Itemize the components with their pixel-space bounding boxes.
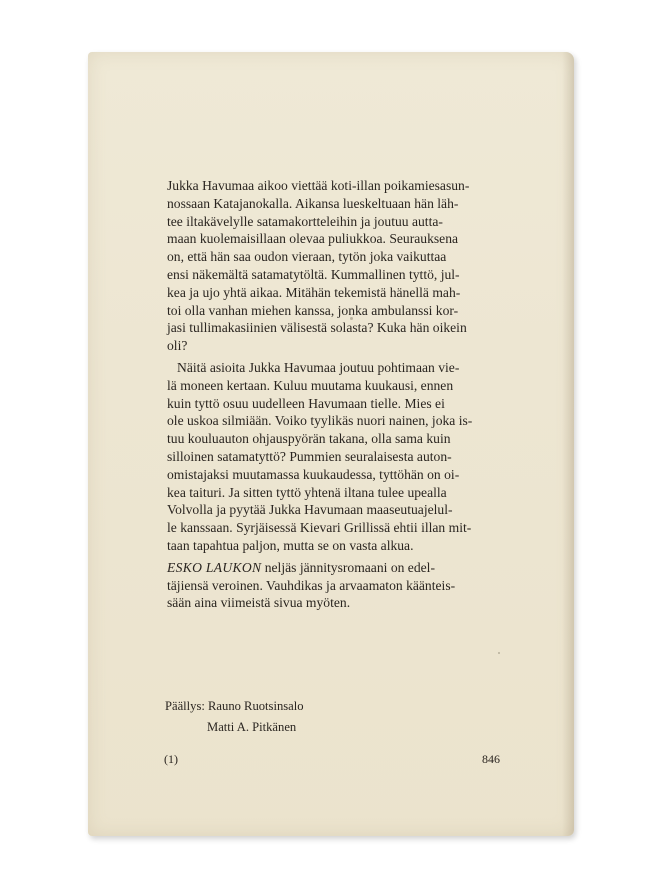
blurb-paragraph-3-rest: neljäs jännitysromaani on edel- täjiensä veroinen. Vauhdikas ja arvaamaton käänteis- sään aina viimeistä sivua myöten. — [167, 559, 456, 611]
author-name: ESKO LAUKON — [167, 559, 262, 575]
blurb-paragraph-3 — [167, 559, 497, 612]
paper-speck — [498, 652, 500, 654]
print-code-right: 846 — [482, 752, 500, 766]
credits-line-1: Päällys: Rauno Ruotsinsalo — [165, 699, 304, 713]
blurb-paragraph-2: Näitä asioita Jukka Havumaa joutuu pohtimaan vie- lä moneen kertaan. Kuluu muutama kuukausi, ennen kuin tyttö osuu uudelleen Havumaan tielle. Mies ei ole uskoa silmiään. Voiko tyylikäs nuori nainen, joka is- tuu kouluauton ohjauspyörän takana, olla sama kuin silloinen satamatyttö? Pummien seuralaisesta auton- omistajaksi muutamassa kuukaudessa, tyttöhän on oi- kea taituri. Ja sitten tyttö yhtenä iltana tulee upealla Volvolla ja pyytää Jukka Havumaan maaseutuajelul- le kanssaan. Syrjäisessä Kievari Grillissä ehtii illan mit- taan tapahtua paljon, mutta se on vasta alkua. — [167, 359, 473, 553]
blurb-text — [167, 177, 497, 612]
cover-credits — [165, 696, 304, 738]
credits-line-2: Matti A. Pitkänen — [207, 720, 297, 734]
paper-speck — [350, 317, 353, 320]
book-back-cover — [88, 52, 574, 836]
blurb-paragraph-1: Jukka Havumaa aikoo viettää koti-illan poikamiesasun- nossaan Katajanokalla. Aikansa lueskeltuaan hän läh- tee iltakävelylle satamakortteleihin ja joutuu autta- maan kuolemaisillaan olevaa puliukkoa. Seurauksena on, että hän saa oudon vieraan, tytön joka vaikuttaa ensi näkemältä satamatytöltä. Kummallinen tyttö, jul- kea ja ujo yhtä aikaa. Mitähän tekemistä hänellä mah- toi olla vanhan miehen kanssa, jonka ambulanssi kor- jasi tullimakasiinien välisestä solasta? Kuka hän oikein oli? — [167, 178, 470, 354]
print-code-left: (1) — [164, 752, 178, 766]
